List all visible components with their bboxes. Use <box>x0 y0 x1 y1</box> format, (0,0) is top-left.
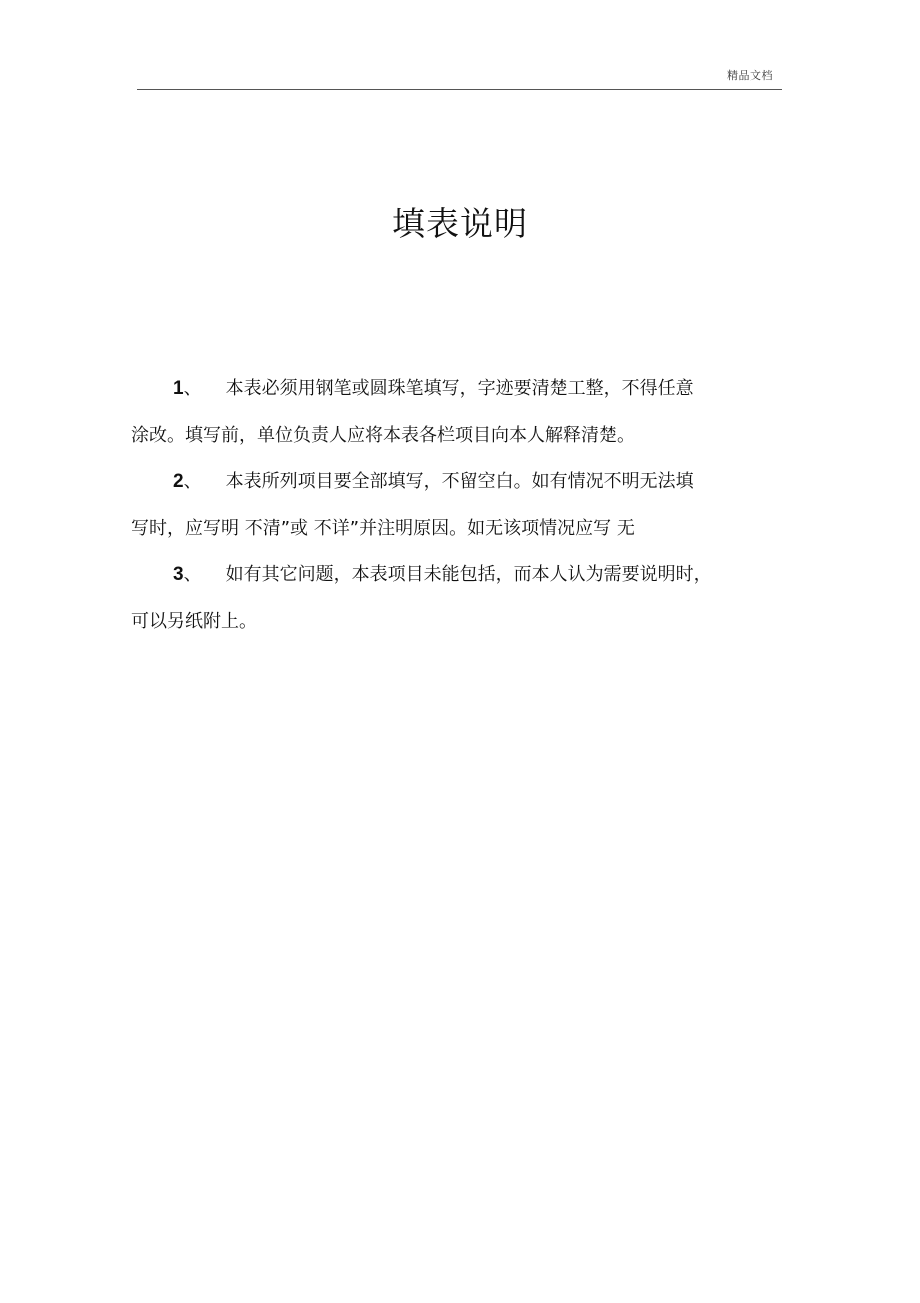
item-text-line-2: 写时，应写明 不清”或 不详”并注明原因。如无该项情况应写 无 <box>131 517 635 539</box>
header-divider <box>137 89 782 90</box>
item-text-line-2: 涂改。填写前，单位负责人应将本表各栏项目向本人解释清楚。 <box>131 424 635 446</box>
instruction-item-1 <box>131 366 771 459</box>
page-title: 填表说明 <box>392 204 528 243</box>
item-number: 3 <box>173 564 184 585</box>
instructions-list <box>131 366 771 645</box>
item-separator: 、 <box>183 471 202 492</box>
item-text-line-2: 可以另纸附上。 <box>131 610 257 632</box>
header-label: 精品文档 <box>727 69 773 82</box>
item-number: 1 <box>173 378 184 399</box>
item-number: 2 <box>173 471 184 492</box>
item-text-line-1: 本表所列项目要全部填写，不留空白。如有情况不明无法填 <box>225 471 694 492</box>
item-separator: 、 <box>183 564 202 585</box>
item-text-line-1: 本表必须用钢笔或圆珠笔填写，字迹要清楚工整，不得任意 <box>225 378 694 399</box>
item-separator: 、 <box>183 378 202 399</box>
instruction-item-3 <box>131 552 771 645</box>
instruction-item-2 <box>131 459 771 552</box>
item-text-line-1: 如有其它问题，本表项目未能包括，而本人认为需要说明时， <box>225 564 712 585</box>
